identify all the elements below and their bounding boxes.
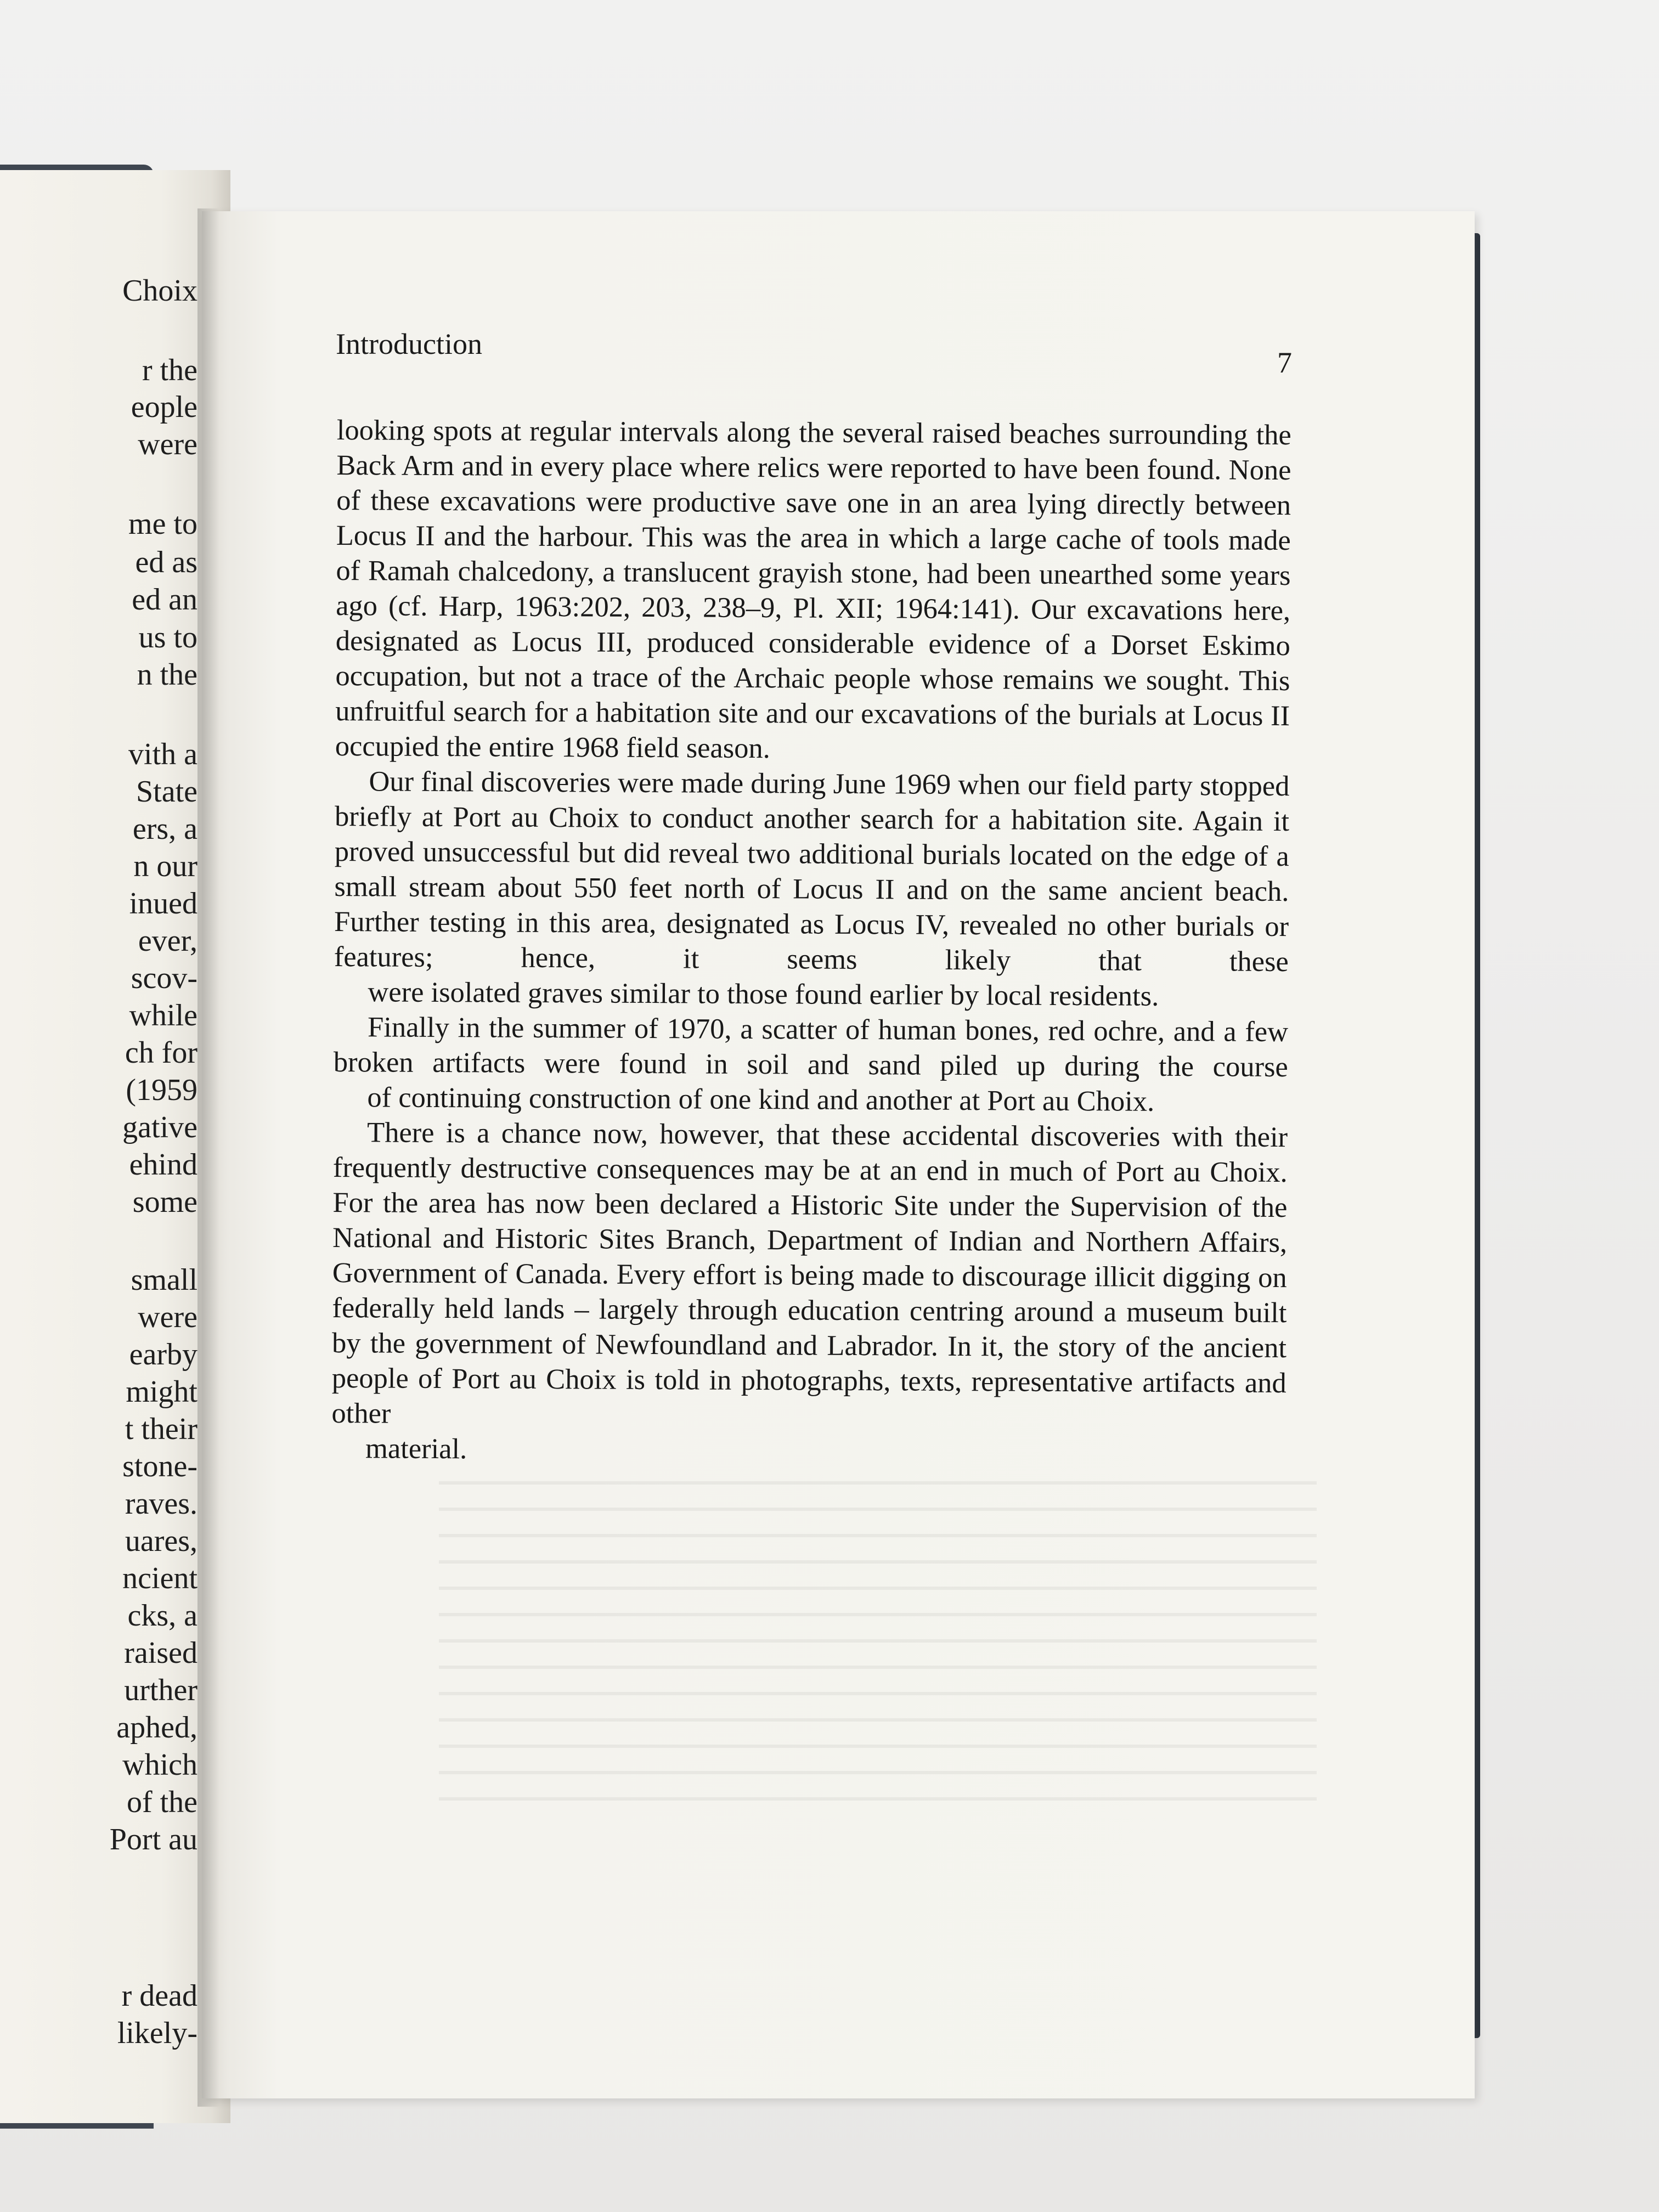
show-through-text [439,1481,1317,1821]
paragraph-text: Our final discoveries were made during June 1969 when our field party stopped briefly at Port au Choix to conduct another search for a habitation site. Again it proved unsuccessful but did reveal two additional burials located on the edge of a small stream about 550 feet north of Locus II and on the same ancient beach. Further testing in this area, designated as Locus IV, revealed no other burials or features; hence, it seems likely that these [334,765,1290,978]
paragraph [331,1115,1288,1471]
left-page-line: Choix [122,274,198,308]
paragraph-text: There is a chance now, however, that these accidental discoveries with their frequently destructive consequences may be at an end in much of Port au Choix. For the area has now been declared a Historic Site under the Supervision of the National and Historic Sites Branch, Department of Indian and Northern Affairs, Government of Canada. Every effort is being made to discourage illicit digging on federally held lands – largely through education centring around a museum built by the government of Newfoundland and Labrador. In it, the story of the ancient people of Port au Choix is told in photographs, texts, representative artifacts and other [331,1116,1288,1430]
left-page-line: raves. [125,1487,198,1521]
left-page-line: Port au [109,1822,198,1857]
paragraph [335,413,1291,769]
left-page-line: (1959 [126,1073,198,1107]
left-page-line: were [138,1300,198,1334]
paragraph-last-line: occupied the entire 1968 field season. [335,730,771,765]
left-page-line: ed as [135,545,198,579]
gutter-shadow [198,208,219,2107]
left-page-line: us to [138,620,198,654]
left-page [0,170,230,2123]
left-page-line: inued [129,887,198,921]
left-page-line: urther [124,1673,198,1707]
left-page-line: n the [137,658,198,692]
left-page-line: ever, [138,924,198,958]
running-head: Introduction [336,328,482,360]
paragraph-text: Finally in the summer of 1970, a scatter of human bones, red ochre, and a few broken artifacts were found in soil and sand piled up during the course [333,1011,1289,1084]
left-page-line: ed an [132,583,198,617]
left-page-line: of the [126,1785,198,1819]
left-page-line: ch for [125,1036,198,1070]
paragraph [334,764,1289,1014]
left-page-line: ers, a [132,812,198,846]
left-page-line: ncient [122,1561,198,1595]
left-page-line: me to [128,507,198,541]
left-page-line: State [136,775,198,809]
left-page-line: earby [129,1338,198,1372]
body-text [331,413,1291,1471]
paragraph-last-line: of continuing construction of one kind and another at Port au Choix. [367,1081,1155,1118]
left-page-line: aphed, [116,1711,198,1745]
left-page-line: vith a [128,737,198,771]
left-page-line: uares, [125,1524,198,1558]
left-page-line: t their [125,1412,198,1446]
paragraph-last-line: were isolated graves similar to those found earlier by local residents. [368,976,1159,1012]
left-page-line: ehind [129,1148,198,1182]
paragraph-text: looking spots at regular intervals along the several raised beaches surrounding the Back Arm and in every place where relics were reported to have been found. None of these excavations were productive save one in an area lying directly between Locus II and the harbour. This was the area in which a large cache of tools made of Ramah chalcedony, a translucent grayish stone, had been unearthed some years ago (cf. Harp, 1963:202, 203, 238–9, Pl. XII; 1964:141). Our excavations here, designated as Locus III, produced considerable evidence of a Dorset Eskimo occupation, but not a trace of the Archaic people whose remains we sought. This unfruitful search for a habitation site and our excavations of the burials at Locus II [335,414,1291,732]
left-page-line: gative [122,1110,198,1144]
left-page-line: n our [133,849,198,883]
left-page-line: stone- [122,1449,198,1483]
left-page-line: scov- [131,961,198,995]
left-page-line: r dead [121,1979,198,2013]
left-page-line: likely- [117,2016,198,2050]
left-page-line: eople [131,390,198,424]
left-page-line: which [122,1748,198,1782]
left-page-line: cks, a [127,1599,198,1633]
left-page-line: were [138,427,198,461]
page-number: 7 [1277,346,1292,379]
paragraph [333,1009,1288,1120]
paragraph-last-line: material. [365,1432,467,1465]
left-page-line: raised [124,1636,198,1670]
left-page-line: small [131,1263,198,1297]
left-page-line: r the [142,353,198,387]
left-page-line: some [132,1185,198,1219]
left-page-line: while [129,998,198,1032]
left-page-line: might [126,1375,198,1409]
